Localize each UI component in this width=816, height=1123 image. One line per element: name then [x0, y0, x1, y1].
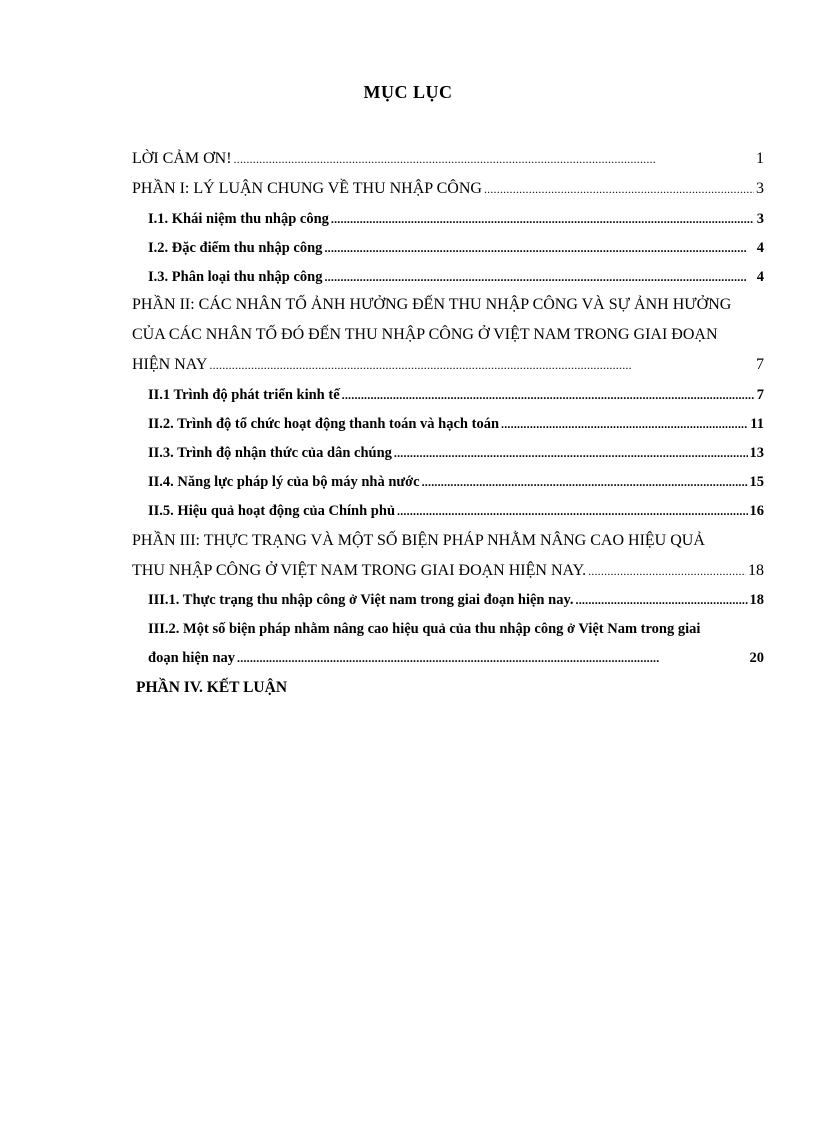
dot-leader [342, 388, 755, 403]
toc-page-number: 7 [756, 356, 764, 373]
dot-leader [484, 182, 754, 197]
toc-entry-label: I.3. Phân loại thu nhập công [148, 269, 323, 285]
dot-leader [501, 417, 748, 432]
toc-page-number: 11 [750, 416, 764, 432]
toc-entry-label: II.1 Trình độ phát triển kinh tế [148, 387, 340, 403]
toc-entry-part-1[interactable] [132, 180, 764, 198]
toc-entry-2-4[interactable] [148, 474, 764, 491]
toc-entry-acknowledgement[interactable] [132, 150, 764, 168]
dot-leader [422, 475, 748, 490]
toc-entry-2-2[interactable] [148, 416, 764, 433]
dot-leader [237, 651, 747, 666]
toc-entry-label: III.1. Thực trạng thu nhập công ở Việt nam trong giai đoạn hiện nay. [148, 592, 574, 608]
toc-entry-3-2[interactable] [148, 650, 764, 667]
toc-page-number: 13 [749, 445, 764, 461]
toc-entry-3-2-line-1[interactable]: III.2. Một số biện pháp nhằm nâng cao hiệu quả của thu nhập công ở Việt Nam trong giai [148, 621, 701, 637]
toc-page-number: 3 [756, 180, 764, 197]
toc-page-number: 7 [756, 387, 764, 403]
toc-entry-2-5[interactable] [148, 503, 764, 520]
toc-entry-label: HIỆN NAY [132, 356, 208, 373]
toc-entry-part-2-line-2[interactable]: CỦA CÁC NHÂN TỐ ĐÓ ĐẾN THU NHẬP CÔNG Ở VIỆT NAM TRONG GIAI ĐOẠN [132, 326, 718, 343]
dot-leader [209, 358, 754, 373]
dot-leader [576, 593, 748, 608]
toc-entry-label: THU NHẬP CÔNG Ở VIỆT NAM TRONG GIAI ĐOẠN HIỆN NAY. [132, 562, 587, 579]
toc-page-number: 18 [748, 562, 764, 579]
toc-entry-label: I.1. Khái niệm thu nhập công [148, 211, 329, 227]
toc-entry-label: I.2. Đặc điểm thu nhập công [148, 240, 323, 256]
toc-entry-1-3[interactable] [148, 269, 764, 286]
toc-entry-3-1[interactable] [148, 592, 764, 609]
toc-entry-label: II.3. Trình độ nhận thức của dân chúng [148, 445, 392, 461]
page-title: MỤC LỤC [363, 82, 453, 102]
toc-page-number: 4 [756, 240, 764, 256]
dot-leader [397, 504, 747, 519]
toc-entry-part-3[interactable] [132, 562, 764, 580]
toc-page-number: 4 [756, 269, 764, 285]
toc-entry-label: II.2. Trình độ tổ chức hoạt động thanh toán và hạch toán [148, 416, 500, 432]
toc-entry-label: II.4. Năng lực pháp lý của bộ máy nhà nước [148, 474, 420, 490]
dot-leader [234, 152, 754, 167]
dot-leader [394, 446, 748, 461]
toc-entry-part-4[interactable]: PHẦN IV. KẾT LUẬN [136, 679, 288, 696]
toc-page-number: 16 [749, 503, 764, 519]
toc-entry-1-1[interactable] [148, 211, 764, 228]
toc-entry-2-1[interactable] [148, 387, 764, 404]
toc-entry-2-3[interactable] [148, 445, 764, 462]
toc-entry-part-2-line-1[interactable]: PHẦN II: CÁC NHÂN TỐ ẢNH HƯỞNG ĐẾN THU NHẬP CÔNG VÀ SỰ ẢNH HƯỞNG [132, 296, 732, 313]
dot-leader [324, 241, 754, 256]
toc-page-number: 20 [749, 650, 764, 666]
toc-page-number: 3 [756, 211, 764, 227]
toc-entry-label: II.5. Hiệu quả hoạt động của Chính phủ [148, 503, 396, 519]
toc-page-number: 15 [749, 474, 764, 490]
toc-entry-1-2[interactable] [148, 240, 764, 257]
toc-page-number: 18 [749, 592, 764, 608]
toc-entry-part-2[interactable] [132, 356, 764, 374]
toc-entry-label: LỜI CẢM ƠN! [132, 150, 232, 167]
toc-entry-part-3-line-1[interactable]: PHẦN III: THỰC TRẠNG VÀ MỘT SỐ BIỆN PHÁP NHẰM NÂNG CAO HIỆU QUẢ [132, 532, 705, 549]
dot-leader [331, 212, 755, 227]
toc-page-number: 1 [756, 150, 764, 167]
dot-leader [324, 270, 754, 285]
toc-entry-label: đoạn hiện nay [148, 650, 236, 666]
dot-leader [588, 564, 746, 579]
toc-entry-label: PHẦN I: LÝ LUẬN CHUNG VỀ THU NHẬP CÔNG [132, 180, 482, 197]
